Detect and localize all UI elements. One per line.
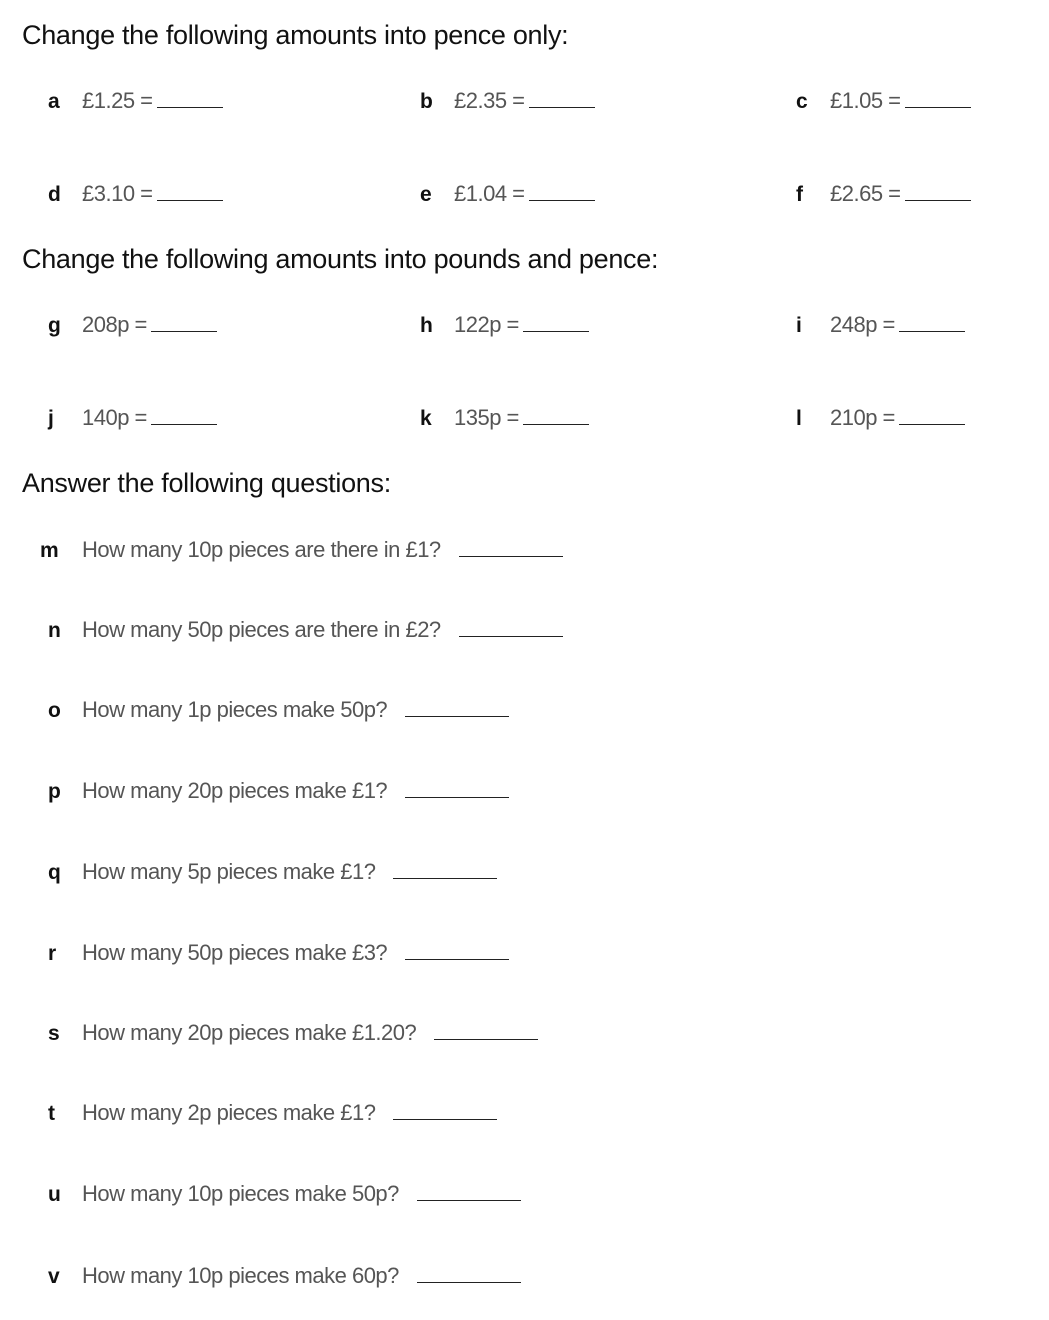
exercise-item-j [48, 405, 217, 431]
answer-blank[interactable] [151, 330, 217, 332]
item-letter: c [796, 90, 808, 113]
question-text: How many 2p pieces make £1? [82, 1100, 376, 1125]
item-letter: k [420, 407, 432, 430]
item-letter: q [48, 861, 61, 884]
question-s [48, 1020, 538, 1046]
answer-blank[interactable] [905, 199, 971, 201]
answer-blank[interactable] [905, 106, 971, 108]
section-heading-questions: Answer the following questions: [22, 468, 391, 498]
question-m [40, 537, 563, 563]
item-expression: £2.35 = [454, 88, 525, 113]
item-letter: r [48, 942, 57, 965]
item-letter: d [48, 183, 61, 206]
question-v [48, 1263, 521, 1289]
exercise-item-k [420, 405, 589, 431]
item-expression: £3.10 = [82, 181, 153, 206]
item-expression: 248p = [830, 312, 895, 337]
question-n [48, 617, 563, 643]
answer-blank[interactable] [459, 555, 563, 557]
answer-blank[interactable] [405, 958, 509, 960]
exercise-item-a [48, 88, 223, 114]
item-expression: 122p = [454, 312, 519, 337]
answer-blank[interactable] [529, 199, 595, 201]
question-text: How many 10p pieces make 50p? [82, 1181, 399, 1206]
item-expression: £2.65 = [830, 181, 901, 206]
question-text: How many 10p pieces are there in £1? [82, 537, 441, 562]
exercise-item-b [420, 88, 595, 114]
item-letter: i [796, 314, 802, 337]
question-q [48, 859, 497, 885]
item-letter: j [48, 407, 54, 430]
exercise-item-l [796, 405, 965, 431]
exercise-item-e [420, 181, 595, 207]
answer-blank[interactable] [393, 1118, 497, 1120]
item-letter: f [796, 183, 803, 206]
exercise-item-d [48, 181, 223, 207]
item-expression: 140p = [82, 405, 147, 430]
item-expression: 135p = [454, 405, 519, 430]
answer-blank[interactable] [157, 199, 223, 201]
exercise-item-c [796, 88, 971, 114]
question-text: How many 5p pieces make £1? [82, 859, 376, 884]
item-letter: u [48, 1183, 61, 1206]
section-heading-pence: Change the following amounts into pence only: [22, 20, 569, 50]
answer-blank[interactable] [417, 1199, 521, 1201]
question-text: How many 20p pieces make £1.20? [82, 1020, 417, 1045]
exercise-item-h [420, 312, 589, 338]
answer-blank[interactable] [157, 106, 223, 108]
item-expression: £1.04 = [454, 181, 525, 206]
question-text: How many 1p pieces make 50p? [82, 697, 388, 722]
exercise-item-f [796, 181, 971, 207]
item-letter: p [48, 780, 61, 803]
answer-blank[interactable] [523, 330, 589, 332]
question-p [48, 778, 509, 804]
answer-blank[interactable] [405, 715, 509, 717]
question-t [48, 1100, 497, 1126]
item-letter: e [420, 183, 432, 206]
item-letter: a [48, 90, 60, 113]
answer-blank[interactable] [523, 423, 589, 425]
item-expression: £1.25 = [82, 88, 153, 113]
question-text: How many 50p pieces make £3? [82, 940, 388, 965]
answer-blank[interactable] [405, 796, 509, 798]
section-heading-pounds: Change the following amounts into pounds and pence: [22, 244, 659, 274]
answer-blank[interactable] [417, 1281, 521, 1283]
question-text: How many 50p pieces are there in £2? [82, 617, 441, 642]
question-r [48, 940, 509, 966]
question-u [48, 1181, 521, 1207]
item-letter: o [48, 699, 61, 722]
answer-blank[interactable] [899, 330, 965, 332]
question-text: How many 10p pieces make 60p? [82, 1263, 399, 1288]
item-letter: m [40, 539, 59, 562]
exercise-item-g [48, 312, 217, 338]
item-letter: v [48, 1265, 60, 1288]
answer-blank[interactable] [899, 423, 965, 425]
item-letter: s [48, 1022, 60, 1045]
answer-blank[interactable] [459, 635, 563, 637]
item-letter: n [48, 619, 61, 642]
answer-blank[interactable] [434, 1038, 538, 1040]
item-expression: 208p = [82, 312, 147, 337]
item-expression: £1.05 = [830, 88, 901, 113]
exercise-item-i [796, 312, 965, 338]
item-letter: h [420, 314, 433, 337]
answer-blank[interactable] [529, 106, 595, 108]
item-expression: 210p = [830, 405, 895, 430]
question-text: How many 20p pieces make £1? [82, 778, 388, 803]
answer-blank[interactable] [393, 877, 497, 879]
item-letter: b [420, 90, 433, 113]
item-letter: g [48, 314, 61, 337]
question-o [48, 697, 509, 723]
item-letter: l [796, 407, 802, 430]
item-letter: t [48, 1102, 55, 1125]
answer-blank[interactable] [151, 423, 217, 425]
